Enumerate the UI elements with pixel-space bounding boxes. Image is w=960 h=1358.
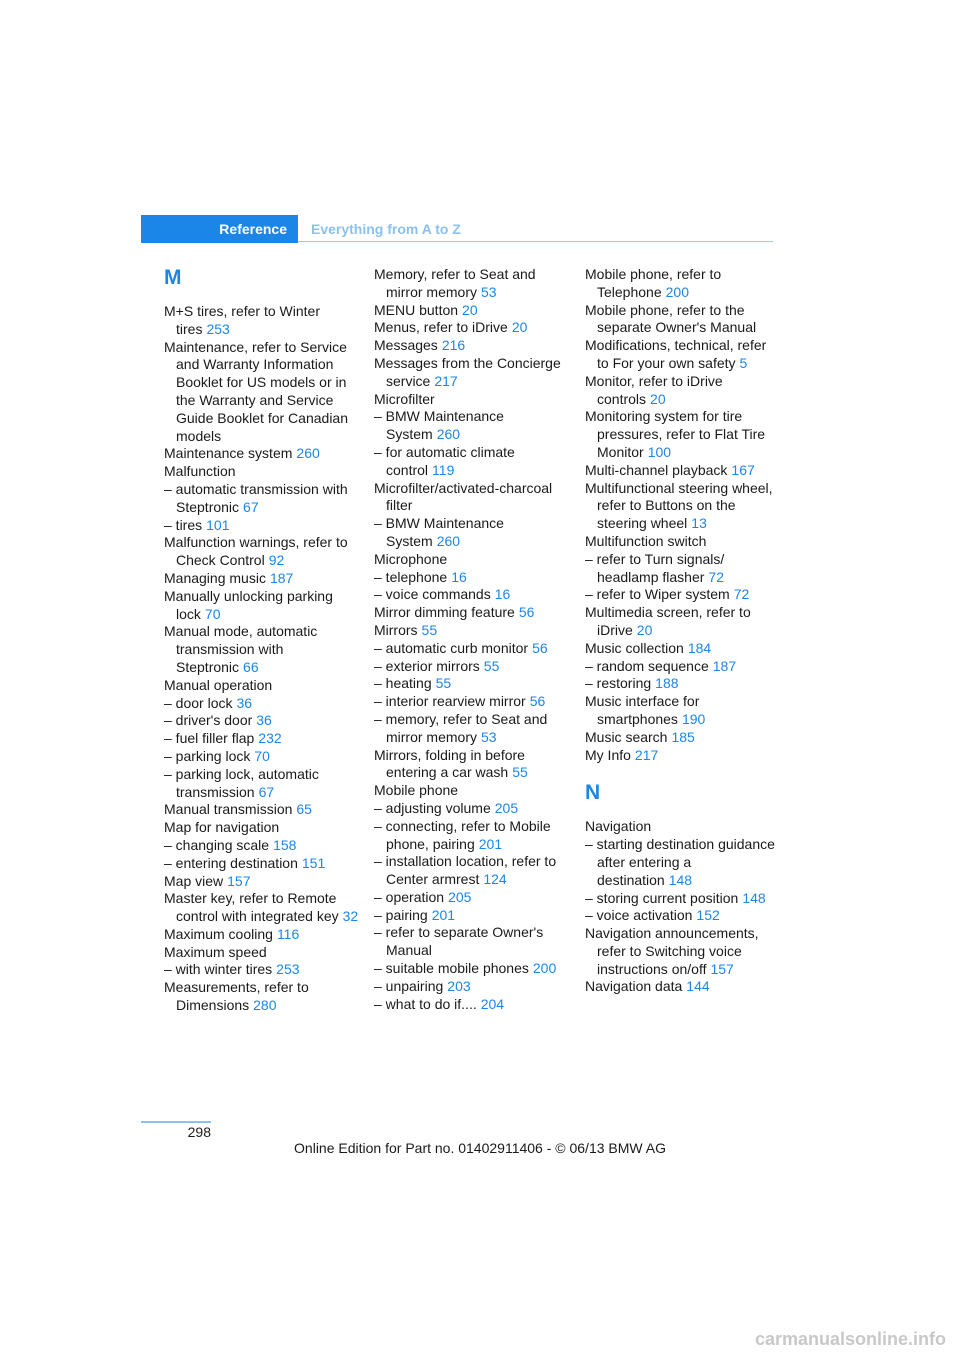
index-entry [164,463,359,481]
index-entry-text: Music collection [585,639,684,656]
page-reference-link[interactable]: 158 [273,836,297,853]
index-entry [585,890,775,908]
page-reference-link[interactable]: 124 [483,871,507,888]
index-entry-text: Manual mode, automatic transmission with Steptronic [164,623,318,675]
index-entry-text: – entering destination [164,854,298,871]
index-entry-text: M+S tires, refer to Winter tires [164,303,320,337]
index-entry-text: MENU button [374,301,459,318]
index-entry [585,818,775,836]
page-reference-link[interactable]: 56 [532,639,548,656]
index-entry-text: – automatic transmission with Steptronic [164,480,348,515]
index-entry-text: Manual operation [164,676,273,693]
index-entry [374,693,570,711]
index-column-3 [585,266,775,996]
page-reference-link[interactable]: 55 [435,675,452,692]
index-entry [374,800,570,818]
index-entry [164,677,359,695]
index-entry [374,302,570,320]
index-entry [585,408,775,461]
index-entry-text: Monitoring system for tire pressures, refer to Flat Tire Monitor [585,408,766,460]
index-entry [374,391,570,409]
index-entry [374,711,570,747]
index-entry-text: – BMW Maintenance System [374,515,504,549]
index-entry-text: Microfilter/activated-charcoal filter [374,479,553,514]
page-reference-link[interactable]: 144 [686,978,710,995]
index-letter-heading: N [585,781,601,805]
index-letter-heading: M [164,266,182,289]
index-entry-text: Navigation data [585,978,683,995]
index-entry-text: – door lock [164,694,233,711]
index-entry-text: Mirrors [374,621,418,638]
index-entry-text: – restoring [585,675,652,692]
index-entry [585,533,775,551]
index-entry-text: Manually unlocking parking lock [164,587,333,622]
index-entry-text: – exterior mirrors [374,657,480,674]
index-entry-text: – memory, refer to Seat and mirror memory [374,710,548,745]
index-entry-text: – heating [374,675,432,692]
index-entry [374,889,570,907]
page-reference-link[interactable]: 13 [691,515,707,532]
page-reference-link[interactable]: 100 [647,443,672,460]
index-entry-text: Manual transmission [164,801,293,818]
index-entry [585,978,775,996]
index-entry [374,408,570,444]
page-reference-link[interactable]: 55 [512,764,528,781]
index-entry [374,658,570,676]
index-entry [164,712,359,730]
index-entry [164,339,359,446]
page-reference-link[interactable]: 185 [671,728,695,745]
index-entry-text: – voice activation [585,907,693,924]
index-entry-text: – unpairing [374,977,444,994]
index-entry [374,782,570,800]
page-reference-link[interactable]: 157 [227,872,251,889]
page-reference-link[interactable]: 53 [481,283,497,300]
index-entry-text: – automatic curb monitor [374,639,529,656]
page-reference-link[interactable]: 53 [481,728,497,745]
index-entry [374,675,570,693]
index-entry [164,944,359,962]
index-entry [585,604,775,640]
index-entry [164,979,359,1015]
index-entry [585,836,775,889]
index-entry [374,907,570,925]
index-entry [164,837,359,855]
index-entry-text: – driver's door [164,712,253,729]
index-entry-text: Microfilter [374,390,435,407]
index-entry [585,302,775,338]
page-reference-link[interactable]: 55 [483,657,500,674]
index-entry-text: Monitor, refer to iDrive controls [585,372,723,407]
index-entry-text: – adjusting volume [374,799,491,816]
page-reference-link[interactable]: 260 [436,426,461,443]
index-entry [374,604,570,622]
index-entry [164,748,359,766]
page-reference-link[interactable]: 92 [268,552,285,569]
page-reference-link[interactable]: 70 [204,605,221,622]
index-entry [585,586,775,604]
index-entry-text: Map view [164,872,224,889]
index-entry [374,586,570,604]
page-reference-link[interactable]: 20 [650,390,666,407]
page-number: 298 [187,1124,211,1140]
index-entry-text: – operation [374,888,445,905]
index-entry [585,925,775,978]
index-entry-text: – voice commands [374,586,491,603]
index-entry-text: Modifications, technical, refer to For your own safety [585,337,767,371]
footer-rule [141,1121,211,1123]
index-entry [585,693,775,729]
page-header [141,215,773,243]
index-entry [164,855,359,873]
index-entry-text: – fuel filler flap [164,730,255,747]
index-entry-text: Master key, refer to Remote control with integrated key [164,890,339,925]
index-entry-text: Managing music [164,569,266,586]
index-entry-text: Navigation announcements, refer to Switching voice instructions on/off [585,925,759,977]
index-entry-text: – connecting, refer to Mobile phone, pairing [374,817,551,852]
index-entry-text: Maintenance system [164,445,293,462]
page-reference-link[interactable]: 152 [696,907,720,924]
index-entry [585,747,775,765]
index-entry [585,337,775,373]
index-entry [164,570,359,588]
page-reference-link[interactable]: 148 [742,889,766,906]
index-entry-text: – pairing [374,906,428,923]
index-entry [585,729,775,747]
index-entry [585,373,775,409]
index-entry-text: Malfunction warnings, refer to Check Control [164,534,348,569]
page-reference-link[interactable]: 217 [434,372,458,389]
index-entry-text: – starting destination guidance after entering a destination [585,836,775,888]
index-entry [374,355,570,391]
page-reference-link[interactable]: 72 [708,568,724,585]
page-reference-link[interactable]: 157 [710,960,734,977]
index-entry [164,481,359,517]
index-entry [164,926,359,944]
page-reference-link[interactable]: 119 [432,461,455,478]
index-entry-text: Messages [374,337,438,354]
edition-note: Online Edition for Part no. 01402911406 - © 06/13 BMW AG [294,1140,666,1156]
page-reference-link[interactable]: 201 [478,835,503,852]
page-reference-link[interactable]: 232 [258,730,282,747]
page-reference-link[interactable]: 67 [258,783,275,800]
page-reference-link[interactable]: 32 [342,908,359,925]
page-reference-link[interactable]: 20 [462,301,478,318]
index-entry-text: Mobile phone, refer to Telephone [585,266,722,300]
index-entry [374,337,570,355]
index-entry [585,675,775,693]
index-entry-text: Multifunction switch [585,532,707,549]
index-entry-text: – parking lock [164,747,251,764]
index-entry-text: – BMW Maintenance System [374,408,504,443]
index-entry-text: Mobile phone [374,782,459,799]
index-entry [164,801,359,819]
page-reference-link[interactable]: 190 [681,710,706,727]
index-entry-text: – refer to Turn signals/ headlamp flasher [585,550,725,585]
index-entry [164,695,359,713]
index-entry [374,569,570,587]
index-entry-text: Mirrors, folding in before entering a car wash [374,746,525,781]
index-entry [164,588,359,624]
page-reference-link[interactable]: 188 [655,675,679,692]
page-reference-link[interactable]: 205 [494,799,519,816]
index-entry [164,445,359,463]
index-entry [164,890,359,926]
index-entry-text: – changing scale [164,836,270,853]
index-entry [164,623,359,676]
page-reference-link[interactable]: 70 [254,747,270,764]
page-reference-link[interactable]: 56 [518,604,535,621]
index-column-1 [164,266,359,1015]
page-reference-link[interactable]: 65 [296,801,312,818]
index-entry-text: – telephone [374,568,448,585]
index-entry-text: Malfunction [164,463,236,480]
page-reference-link[interactable]: 16 [451,568,467,585]
index-entry-text: – with winter tires [164,961,273,978]
index-entry-text: Messages from the Concierge service [374,354,561,389]
page-reference-link[interactable]: 187 [269,569,294,586]
index-entry-text: Measurements, refer to Dimensions [164,979,309,1014]
index-entry [374,319,570,337]
index-entry [164,766,359,802]
section-title: Everything from A to Z [311,221,461,237]
section-tab-reference[interactable]: Reference [141,215,298,243]
index-entry [164,534,359,570]
index-entry [585,640,775,658]
index-entry-text: Multi-channel playback [585,461,728,478]
page-reference-link[interactable]: 260 [436,532,461,549]
page-reference-link[interactable]: 200 [665,283,689,300]
index-entry [374,924,570,960]
page-reference-link[interactable]: 56 [529,693,546,710]
index-entry [374,551,570,569]
index-entry [585,658,775,676]
index-entry-text: – installation location, refer to Center armrest [374,853,557,888]
page-reference-link[interactable]: 200 [532,960,557,977]
page-reference-link[interactable]: 20 [636,621,653,638]
page-reference-link[interactable]: 187 [712,657,737,674]
index-entry [374,444,570,480]
index-entry [585,907,775,925]
index-entry-text: Mirror dimming feature [374,604,515,621]
index-entry-text: Maximum cooling [164,925,273,942]
index-entry-text: – refer to separate Owner's Manual [374,924,544,959]
page-reference-link[interactable]: 5 [739,354,748,371]
page-reference-link[interactable]: 184 [687,639,712,656]
index-entry [585,480,775,533]
page-reference-link[interactable]: 260 [296,445,320,462]
index-entry [374,818,570,854]
page-reference-link[interactable]: 36 [236,694,253,711]
index-column-2 [374,266,570,1013]
index-entry [585,462,775,480]
index-entry [374,853,570,889]
page-reference-link[interactable]: 216 [441,337,466,354]
index-entry [374,960,570,978]
index-entry-text: – for automatic climate control [374,443,515,478]
header-rule [298,241,773,242]
page-reference-link[interactable]: 36 [256,712,272,729]
page-reference-link[interactable]: 280 [253,997,277,1014]
index-entry [374,622,570,640]
index-entry [374,515,570,551]
page-reference-link[interactable]: 148 [668,871,693,888]
index-entry-text: Memory, refer to Seat and mirror memory [374,266,536,300]
index-entry-text: – suitable mobile phones [374,960,529,977]
page-reference-link[interactable]: 67 [243,498,259,515]
index-entry [374,640,570,658]
page-reference-link[interactable]: 167 [731,461,755,478]
index-entry-text: – parking lock, automatic transmission [164,765,319,800]
page-reference-link[interactable]: 253 [276,961,300,978]
index-entry [164,517,359,535]
index-entry-text: – tires [164,516,203,533]
page-reference-link[interactable]: 16 [494,586,511,603]
index-entry [164,303,359,339]
index-entry [374,480,570,516]
page-reference-link[interactable]: 66 [243,658,259,675]
index-entry-text: – interior rearview mirror [374,693,526,710]
page-reference-link[interactable]: 20 [511,319,528,336]
index-entry-text: Music interface for smartphones [585,693,700,727]
index-entry-text: Navigation [585,818,652,835]
index-entry [585,266,775,302]
page-reference-link[interactable]: 201 [431,906,456,923]
index-entry-text: Maximum speed [164,943,267,960]
index-entry [374,996,570,1014]
index-entry [585,551,775,587]
page-reference-link[interactable]: 253 [206,320,230,337]
index-entry [164,819,359,837]
index-entry [164,730,359,748]
page-reference-link[interactable]: 217 [634,746,659,763]
index-entry [164,961,359,979]
page-reference-link[interactable]: 55 [421,621,438,638]
page-reference-link[interactable]: 151 [301,854,326,871]
watermark: carmanualsonline.info [754,1329,946,1349]
page-reference-link[interactable]: 116 [276,925,300,942]
index-entry-text: – random sequence [585,657,709,674]
index-entry-text: Multifunctional steering wheel, refer to Buttons on the steering wheel [585,479,773,532]
index-entry-text: Map for navigation [164,819,280,836]
page-reference-link[interactable]: 203 [447,977,471,994]
index-entry [374,978,570,996]
page-reference-link[interactable]: 205 [448,888,472,905]
index-entry [374,747,570,783]
index-entry-text: Mobile phone, refer to the separate Owner's Manual [585,301,757,336]
index-entry-text: – storing current position [585,889,739,906]
page-reference-link[interactable]: 72 [733,586,750,603]
index-entry [164,873,359,891]
index-entry-text: Music search [585,728,668,745]
index-entry-text: Multimedia screen, refer to iDrive [585,604,751,638]
index-entry [374,266,570,302]
index-entry-text: Maintenance, refer to Service and Warranty Information Booklet for US models or in the Warranty and Service Guide Booklet for Canadian models [164,338,348,444]
index-entry-text: – what to do if.... [374,995,477,1012]
index-entry-text: Microphone [374,550,448,567]
page-reference-link[interactable]: 101 [206,516,230,533]
page-reference-link[interactable]: 204 [480,995,505,1012]
index-entry-text: Menus, refer to iDrive [374,319,508,336]
index-entry-text: – refer to Wiper system [585,586,730,603]
index-entry-text: My Info [585,746,631,763]
